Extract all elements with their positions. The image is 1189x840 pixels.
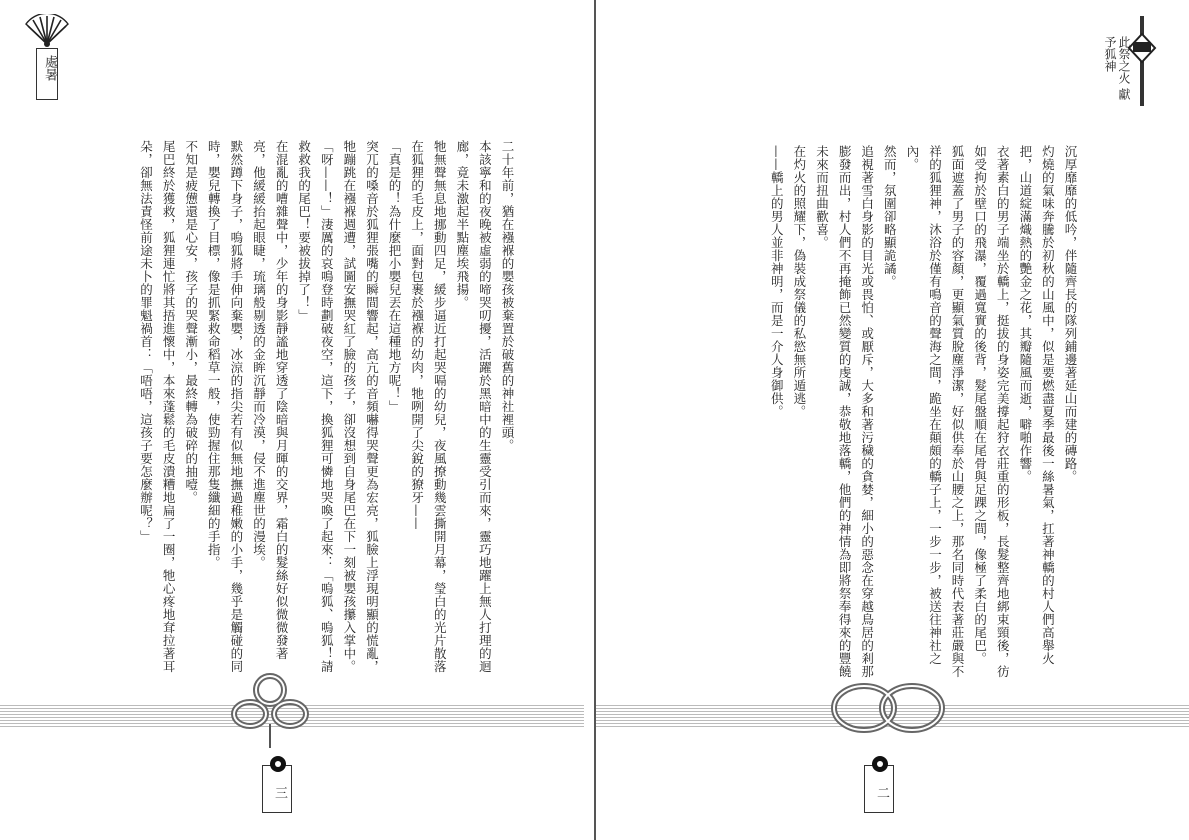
corner-label: 處暑 xyxy=(42,55,57,81)
right-page xyxy=(596,0,1189,840)
plum-flower-icon xyxy=(270,756,286,772)
page-number-tag xyxy=(864,765,894,813)
plum-flower-icon xyxy=(872,756,888,772)
right-body-text: 沉厚靡靡的低吟，伴隨齊長的隊列鋪邊著延山而建的磚路。 灼燒的氣味奔騰於初秋的山風中，似是要燃盡夏季最後一絲暑氣，扛著神轎的村人們高舉火把，山道綻滿熾熱的艷金之花，其瓣隨風而逝，噼啪作響。 衣著素白的男子端坐於轎上，挺拔的身姿完美撐起狩衣莊重的形板，長髮整齊地綁束頸後，彷如受拘於壁口的飛瀑，覆過寬實的後背，髮尾盤順在尾骨與足踝之間，像極了柔白的尾巴。 狐面遮蓋了男子的容顏，更顯氣質脫塵淨潔，好似供奉於山腰之上，那名同時代表著莊嚴與不祥的狐狸神，沐浴於僅有鳴音的聲海之間，跪坐在顛頗的轎子上，一步一步，被送往神社之內。 然而，氛圍卻略顯詭譎。 追視著雪白身影的目光或畏怕、或厭斥，大多和著污穢的貪婪，細小的惡念在穿越鳥居的剎那膨發而出，村人們不再掩飾已然變質的虔誠，恭敬地落轎，他們的神情為即將祭奉得來的豐饒未來而扭曲歡喜。 在灼火的照耀下，偽裝成祭儀的私慾無所遁逃。 ——轎上的男人並非神明，而是一介人身御供。 xyxy=(769,145,1078,678)
knot-ornament-icon xyxy=(826,676,950,740)
knot-ornament-icon xyxy=(228,668,312,748)
header-title: 此祭之火 獻予狐神 xyxy=(1103,36,1131,100)
fan-corner-badge xyxy=(24,14,70,100)
page-number: 三 xyxy=(272,786,287,799)
page-number: 二 xyxy=(874,786,889,799)
sword-emblem-icon xyxy=(1127,16,1157,106)
left-body-text: 二十年前，猶在襁褓的嬰孩被棄置於破舊的神社裡頭。 本該寧和的夜晚被虛弱的啼哭叨擾，活躍於黑暗中的生靈受引而來，靈巧地躍上無人打理的迴廊，竟未激起半點塵埃飛揚。 牠無聲無息地挪動四足，緩步逼近打起哭嗝的幼兒，夜風撩動幾雲撕開月幕，瑩白的光片散落在狐狸的毛皮上，面對包裹於襁褓的幼肉，牠咧開了尖銳的獠牙—— 「真是的！為什麼把小嬰兒丟在這種地方呢！」 突兀的嗓音於狐狸張嘴的瞬間響起，高亢的音頻嚇得哭聲更為宏亮，狐臉上浮現明顯的慌亂，牠蹦跳在襁褓週遭，試圖安撫哭紅了臉的孩子，卻沒想到自身尾巴在下一刻被嬰孩攥入掌中。 「呀——！」淒厲的哀鳴登時劃破夜空，這下，換狐狸可憐地哭喚了起來：「嗚狐、嗚狐！請救救我的尾巴！要被拔掉了！」 在混亂的嘈雜聲中，少年的身影靜謐地穿透了陰暗與月暉的交界，霜白的髮絲好似微微發著亮，他緩緩抬起眼睫，琉璃般剔透的金眸沉靜而冷漠，侵不進塵世的漫埃。 默然蹲下身子，嗚狐將手伸向棄嬰，冰涼的指尖若有似無地撫過稚嫩的小手，幾乎是觸碰的同時，嬰兒轉換了目標，像是抓緊救命稻草一般，使勁握住那隻纖細的手指。 不知是疲憊還是心安，孩子的哭聲漸小，最終轉為破碎的抽噎。 尾巴終於獲救，狐狸連忙將其捂進懷中，本來蓬鬆的毛皮潰糟地扁了一圈，牠心疼地耷拉著耳朵，卻無法責怪前途未卜的罪魁禍首：「唔唔，這孩子要怎麼辦呢？」 xyxy=(138,140,515,673)
page-number-tag xyxy=(262,765,292,813)
fan-icon xyxy=(24,14,70,48)
header-emblem xyxy=(1101,16,1157,106)
left-page xyxy=(0,0,594,840)
corner-label-box xyxy=(36,48,58,100)
